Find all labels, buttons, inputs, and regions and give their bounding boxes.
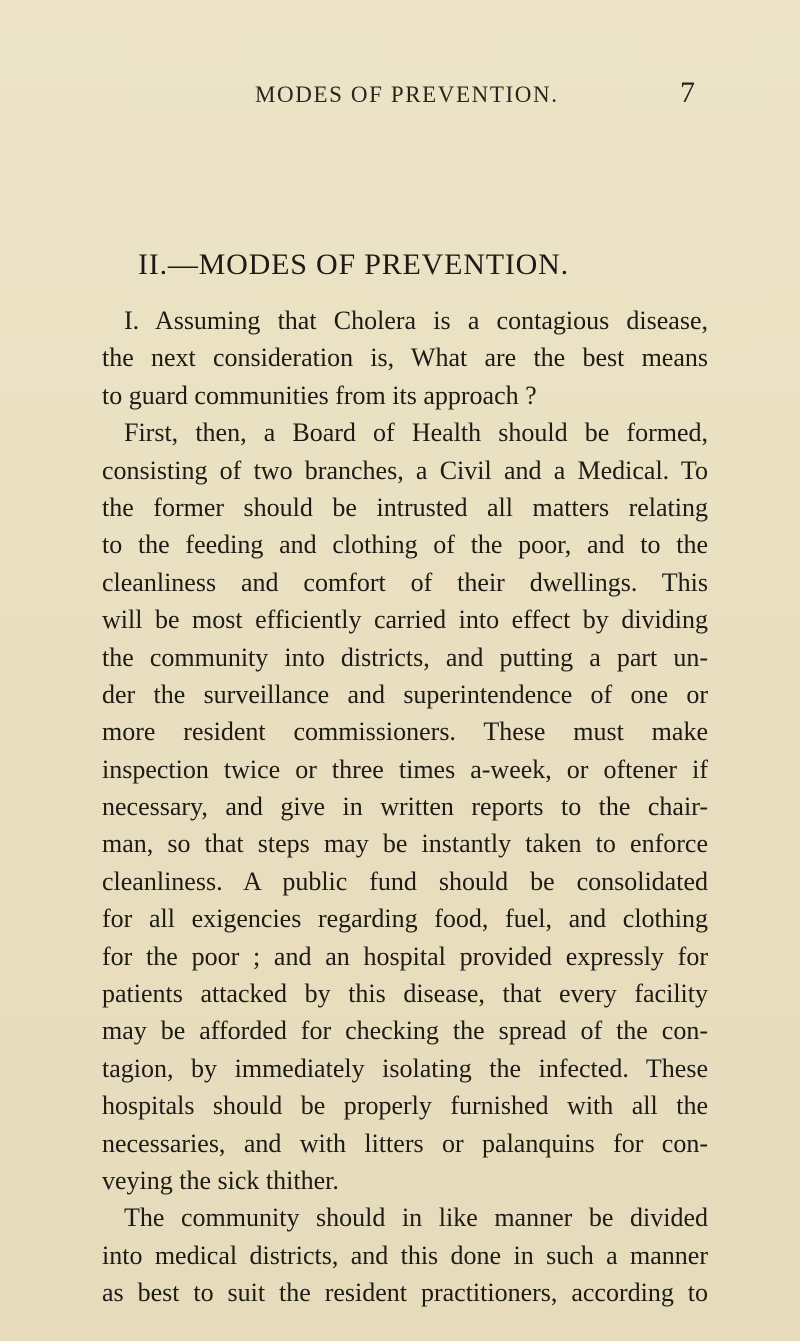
text-line: der the surveillance and superintendence of one or — [102, 679, 708, 709]
text-line: consisting of two branches, a Civil and a Medical. To — [102, 455, 708, 485]
text-line: hospitals should be properly furnished with all the — [102, 1091, 708, 1121]
text-line: to the feeding and clothing of the poor, and to the — [102, 530, 708, 560]
page-number: 7 — [680, 76, 695, 109]
text-line: inspection twice or three times a-week, or oftener if — [102, 754, 708, 784]
text-line: The community should in like manner be divided — [124, 1203, 708, 1233]
body-text — [102, 302, 708, 1312]
text-line: into medical districts, and this done in such a manner — [102, 1240, 708, 1270]
text-line: necessary, and give in written reports to the chair- — [102, 792, 708, 822]
text-line: cleanliness. A public fund should be consolidated — [102, 866, 708, 896]
text-line: necessaries, and with litters or palanquins for con- — [102, 1128, 708, 1158]
section-heading: II.—MODES OF PREVENTION. — [138, 248, 569, 281]
text-line: as best to suit the resident practitioners, according to — [102, 1278, 708, 1308]
text-line: veying the sick thither. — [102, 1165, 339, 1195]
text-line: the former should be intrusted all matters relating — [102, 492, 708, 522]
text-line: to guard communities from its approach ? — [102, 380, 537, 410]
text-line: I. Assuming that Cholera is a contagious disease, — [124, 306, 708, 335]
running-title: MODES OF PREVENTION. — [255, 82, 559, 107]
text-line: for all exigencies regarding food, fuel, and clothing — [102, 904, 708, 934]
text-line: man, so that steps may be instantly taken to enforce — [102, 829, 708, 859]
text-line: patients attacked by this disease, that every facility — [102, 979, 708, 1009]
running-head — [0, 76, 800, 120]
text-line: for the poor ; and an hospital provided expressly for — [102, 941, 708, 971]
text-line: will be most efficiently carried into effect by dividing — [102, 605, 708, 635]
text-line: First, then, a Board of Health should be formed, — [124, 418, 708, 448]
text-line: tagion, by immediately isolating the infected. These — [102, 1053, 708, 1083]
text-line: more resident commissioners. These must make — [102, 717, 708, 747]
text-line: cleanliness and comfort of their dwellings. This — [102, 567, 708, 597]
text-line: may be afforded for checking the spread of the con- — [102, 1016, 708, 1046]
text-line: the next consideration is, What are the best means — [102, 343, 708, 373]
text-line: the community into districts, and putting a part un- — [102, 642, 708, 672]
